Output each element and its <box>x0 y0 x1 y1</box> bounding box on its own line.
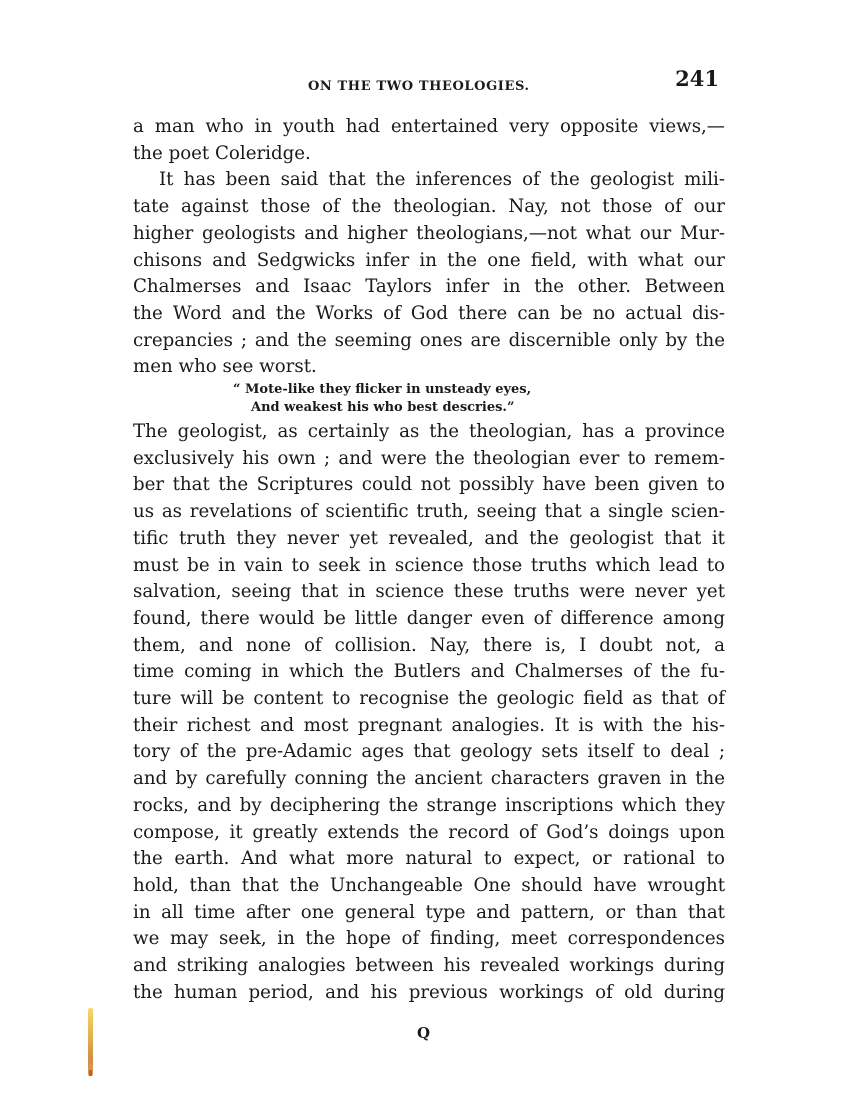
text-line: ber that the Scriptures could not possibly have been given to <box>133 474 725 496</box>
text-line: their richest and most pregnant analogies. It is with the his- <box>133 714 725 736</box>
text-line: time coming in which the Butlers and Chalmerses of the fu- <box>133 661 725 683</box>
text-line: exclusively his own ; and were the theologian ever to remem- <box>133 447 725 469</box>
text-line: and by carefully conning the ancient characters graven in the <box>133 768 725 790</box>
text-line: salvation, seeing that in science these truths were never yet <box>133 581 725 603</box>
text-line: and striking analogies between his revealed workings during <box>133 955 725 977</box>
text-line: in all time after one general type and pattern, or than that <box>133 901 725 923</box>
text-line: must be in vain to seek in science those truths which lead to <box>133 554 725 576</box>
signature-mark: Q <box>417 1024 431 1042</box>
text-line: crepancies ; and the seeming ones are discernible only by the <box>133 329 725 351</box>
text-line: It has been said that the inferences of the geologist mili- <box>159 169 725 191</box>
text-line: the earth. And what more natural to expect, or rational to <box>133 848 725 870</box>
text-line: Chalmerses and Isaac Taylors infer in the other. Between <box>133 276 725 298</box>
running-title: ON THE TWO THEOLOGIES. <box>308 79 530 94</box>
text-line: higher geologists and higher theologians,—not what our Mur- <box>133 222 725 244</box>
page-number: 241 <box>675 66 719 91</box>
verse-quotation <box>233 381 725 417</box>
text-line: chisons and Sedgwicks infer in the one field, with what our <box>133 249 725 271</box>
text-line: tate against those of the theologian. Nay, not those of our <box>133 196 725 218</box>
text-line: compose, it greatly extends the record of God’s doings upon <box>133 821 725 843</box>
paragraph-3 <box>133 419 725 1006</box>
quote-line: “ Mote-like they flicker in unsteady eyes, <box>233 382 532 398</box>
text-line: found, there would be little danger even of difference among <box>133 607 725 629</box>
edge-stain-dot <box>89 1070 92 1076</box>
text-line: we may seek, in the hope of finding, meet correspondences <box>133 928 725 950</box>
text-line: the Word and the Works of God there can be no actual dis- <box>133 302 725 324</box>
text-line: rocks, and by deciphering the strange inscriptions which they <box>133 794 725 816</box>
quote-line: And weakest his who best descries.” <box>251 400 515 416</box>
page-header <box>133 66 723 96</box>
body-text <box>133 114 725 1007</box>
text-line: a man who in youth had entertained very opposite views,— <box>133 116 725 137</box>
text-line: the human period, and his previous workings of old during <box>133 981 725 1003</box>
text-line: tory of the pre-Adamic ages that geology sets itself to deal ; <box>133 741 725 763</box>
text-line: us as revelations of scientific truth, seeing that a single scien- <box>133 501 725 523</box>
text-line: them, and none of collision. Nay, there is, I doubt not, a <box>133 634 725 656</box>
text-line: men who see worst. <box>133 356 317 378</box>
text-line: tific truth they never yet revealed, and the geologist that it <box>133 527 725 549</box>
text-line: ture will be content to recognise the geologic field as that of <box>133 688 725 710</box>
text-line: The geologist, as certainly as the theologian, has a province <box>133 421 725 443</box>
page-edge-stain <box>88 1008 93 1076</box>
paragraph-1 <box>133 114 725 167</box>
paragraph-2 <box>133 167 725 381</box>
text-line: hold, than that the Unchangeable One should have wrought <box>133 874 725 896</box>
text-line: the poet Coleridge. <box>133 142 311 164</box>
